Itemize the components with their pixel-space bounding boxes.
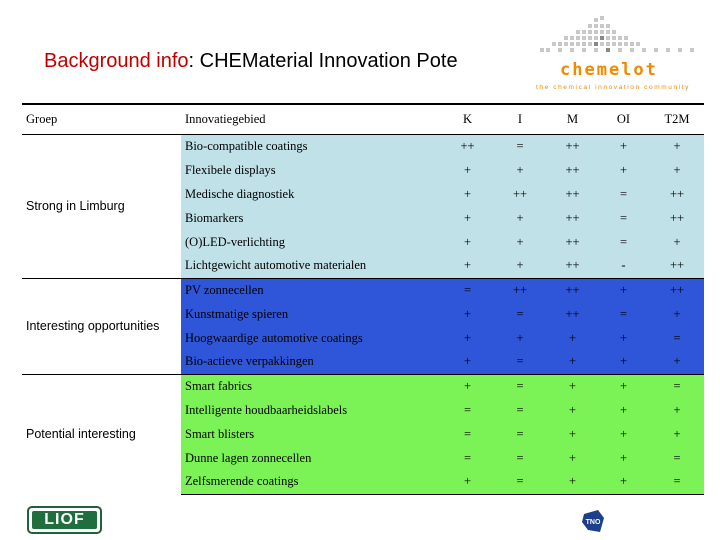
chemelot-logo	[536, 14, 706, 98]
score-cell-oi: +	[597, 326, 650, 350]
score-cell-oi: =	[597, 230, 650, 254]
score-cell-m: ++	[548, 230, 597, 254]
logo-tagline: the chemical innovation community	[536, 84, 690, 91]
innovation-area-cell: Bio-actieve verpakkingen	[181, 350, 443, 374]
group-label: Strong in Limburg	[26, 199, 125, 213]
score-cell-oi: +	[597, 374, 650, 398]
innovation-area-cell: Bio-compatible coatings	[181, 134, 443, 158]
innovation-area-cell: Medische diagnostiek	[181, 182, 443, 206]
score-cell-k: +	[443, 158, 492, 182]
score-cell-t2m: +	[650, 350, 704, 374]
score-cell-i: +	[492, 158, 548, 182]
innovation-area-cell: PV zonnecellen	[181, 278, 443, 302]
score-cell-i: +	[492, 230, 548, 254]
innovation-area-cell: Kunstmatige spieren	[181, 302, 443, 326]
score-cell-i: =	[492, 446, 548, 470]
table-row	[22, 374, 704, 398]
score-cell-oi: +	[597, 446, 650, 470]
score-cell-t2m: +	[650, 230, 704, 254]
innovation-table	[22, 105, 704, 495]
score-cell-t2m: =	[650, 470, 704, 494]
table-row	[22, 278, 704, 302]
score-cell-k: =	[443, 422, 492, 446]
score-cell-i: +	[492, 206, 548, 230]
score-cell-oi: +	[597, 422, 650, 446]
score-cell-oi: +	[597, 278, 650, 302]
innovation-area-cell: (O)LED-verlichting	[181, 230, 443, 254]
score-cell-k: +	[443, 350, 492, 374]
liof-wordmark: LIOF	[32, 511, 97, 529]
score-cell-m: ++	[548, 278, 597, 302]
group-label: Potential interesting	[22, 374, 181, 494]
score-cell-k: =	[443, 446, 492, 470]
header-i: I	[492, 105, 548, 134]
score-cell-k: +	[443, 206, 492, 230]
score-cell-m: +	[548, 422, 597, 446]
score-cell-m: ++	[548, 254, 597, 278]
score-cell-t2m: +	[650, 398, 704, 422]
score-cell-t2m: ++	[650, 206, 704, 230]
score-cell-t2m: ++	[650, 254, 704, 278]
innovation-area-cell: Biomarkers	[181, 206, 443, 230]
innovation-area-cell: Hoogwaardige automotive coatings	[181, 326, 443, 350]
score-cell-oi: +	[597, 158, 650, 182]
score-cell-k: +	[443, 302, 492, 326]
score-cell-i: =	[492, 350, 548, 374]
score-cell-i: +	[492, 254, 548, 278]
score-cell-k: =	[443, 278, 492, 302]
score-cell-m: ++	[548, 158, 597, 182]
score-cell-t2m: +	[650, 302, 704, 326]
score-cell-m: +	[548, 350, 597, 374]
score-cell-oi: =	[597, 302, 650, 326]
score-cell-m: +	[548, 446, 597, 470]
header-oi: OI	[597, 105, 650, 134]
group-label: Interesting opportunities	[22, 278, 181, 374]
score-cell-oi: +	[597, 134, 650, 158]
score-cell-oi: -	[597, 254, 650, 278]
score-cell-i: =	[492, 398, 548, 422]
score-cell-t2m: =	[650, 446, 704, 470]
score-cell-i: +	[492, 326, 548, 350]
score-cell-t2m: =	[650, 374, 704, 398]
score-cell-k: =	[443, 398, 492, 422]
score-cell-oi: +	[597, 350, 650, 374]
innovation-area-cell: Intelligente houdbaarheidslabels	[181, 398, 443, 422]
innovation-area-cell: Zelfsmerende coatings	[181, 470, 443, 494]
title-rest: : CHEMaterial Innovation Pote	[188, 50, 458, 72]
score-cell-m: +	[548, 374, 597, 398]
innovation-area-cell: Smart fabrics	[181, 374, 443, 398]
score-cell-t2m: +	[650, 422, 704, 446]
score-cell-i: =	[492, 422, 548, 446]
score-cell-k: +	[443, 326, 492, 350]
innovation-area-cell: Flexibele displays	[181, 158, 443, 182]
score-cell-m: +	[548, 326, 597, 350]
score-cell-i: =	[492, 374, 548, 398]
score-cell-t2m: =	[650, 326, 704, 350]
score-cell-i: ++	[492, 278, 548, 302]
innovation-area-cell: Dunne lagen zonnecellen	[181, 446, 443, 470]
score-cell-m: +	[548, 398, 597, 422]
header-t2m: T2M	[650, 105, 704, 134]
score-cell-oi: =	[597, 182, 650, 206]
header-group: Groep	[22, 105, 181, 134]
score-cell-t2m: +	[650, 134, 704, 158]
logo-dots-graphic	[536, 14, 706, 64]
header-m: M	[548, 105, 597, 134]
title-prefix: Background info	[44, 50, 189, 72]
liof-logo	[27, 506, 102, 534]
score-cell-t2m: +	[650, 158, 704, 182]
score-cell-k: +	[443, 470, 492, 494]
innovation-area-cell: Lichtgewicht automotive materialen	[181, 254, 443, 278]
logo-wordmark: chemelot	[560, 60, 658, 80]
tno-logo	[580, 508, 606, 534]
score-cell-m: ++	[548, 182, 597, 206]
score-cell-t2m: ++	[650, 278, 704, 302]
innovation-area-cell: Smart blisters	[181, 422, 443, 446]
score-cell-k: +	[443, 374, 492, 398]
slide-title	[44, 50, 458, 73]
header-area: Innovatiegebied	[181, 105, 443, 134]
score-cell-oi: =	[597, 206, 650, 230]
table-header-row	[22, 105, 704, 134]
score-cell-i: ++	[492, 182, 548, 206]
score-cell-m: +	[548, 470, 597, 494]
score-cell-k: ++	[443, 134, 492, 158]
score-cell-m: ++	[548, 302, 597, 326]
score-cell-k: +	[443, 254, 492, 278]
tno-wordmark: TNO	[585, 519, 601, 526]
score-cell-m: ++	[548, 134, 597, 158]
score-cell-i: =	[492, 470, 548, 494]
score-cell-oi: +	[597, 398, 650, 422]
score-cell-t2m: ++	[650, 182, 704, 206]
score-cell-i: =	[492, 134, 548, 158]
table-row	[22, 134, 704, 158]
header-k: K	[443, 105, 492, 134]
score-cell-m: ++	[548, 206, 597, 230]
score-cell-k: +	[443, 230, 492, 254]
score-cell-i: =	[492, 302, 548, 326]
score-cell-k: +	[443, 182, 492, 206]
score-cell-oi: +	[597, 470, 650, 494]
